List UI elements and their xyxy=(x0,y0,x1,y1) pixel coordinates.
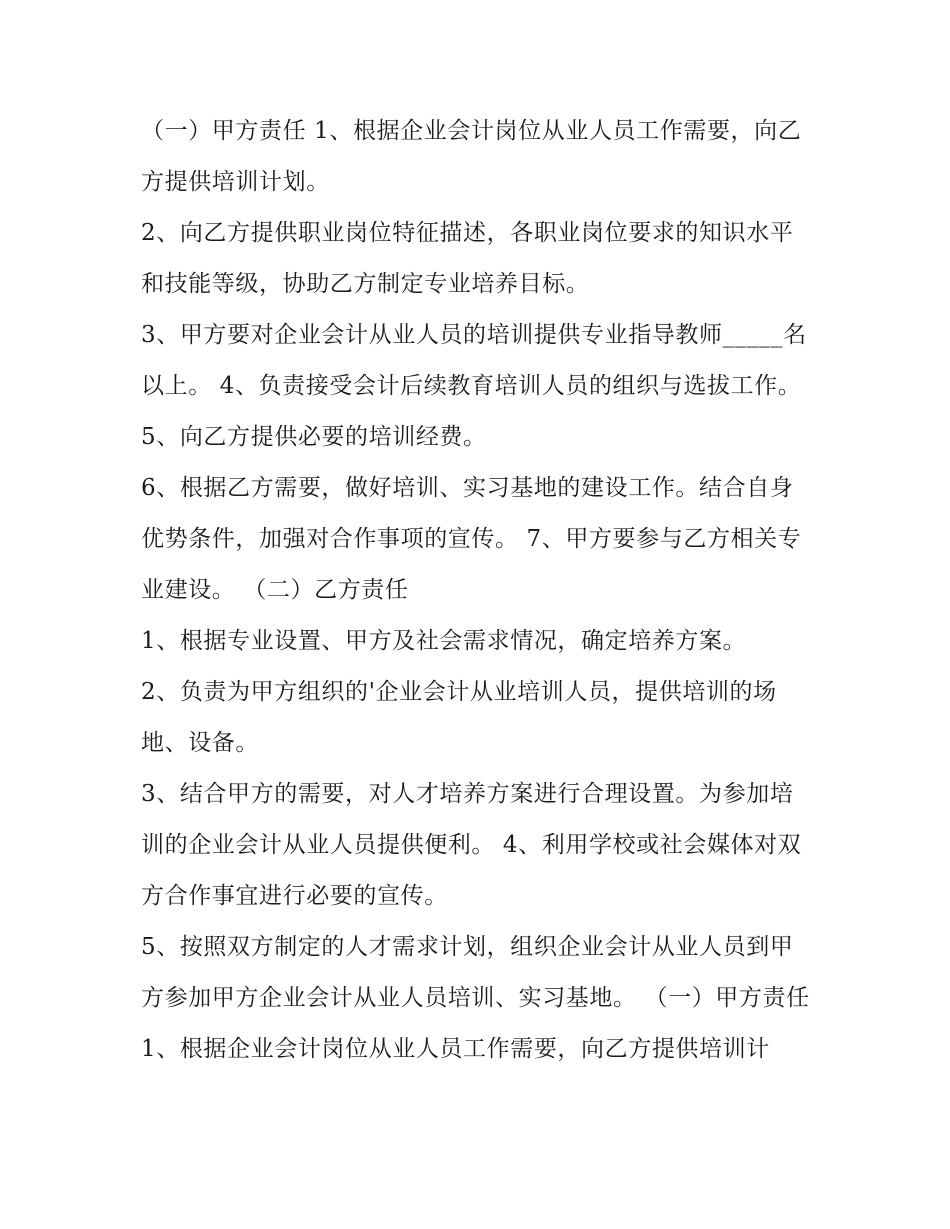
paragraph-8: 5、按照双方制定的人才需求计划，组织企业会计从业人员到甲方参加甲方企业会计从业人员培训、实习基地。 （一）甲方责任 xyxy=(141,934,810,1011)
paragraph-2: 2、向乙方提供职业岗位特征描述，各职业岗位要求的知识水平和技能等级，协助乙方制定专业培养目标。 xyxy=(141,220,794,297)
paragraph-1: （一）甲方责任 1、根据企业会计岗位从业人员工作需要，向乙方提供培训计划。 xyxy=(141,118,802,195)
paragraph-3: 3、甲方要对企业会计从业人员的培训提供专业指导教师_____名以上。 4、负责接受会计后续教育培训人员的组织与选拔工作。 5、向乙方提供必要的培训经费。 xyxy=(141,322,807,450)
document-body xyxy=(141,106,811,1075)
paragraph-5: 1、根据专业设置、甲方及社会需求情况，确定培养方案。 xyxy=(141,628,747,654)
paragraph-7: 3、结合甲方的需要，对人才培养方案进行合理设置。为参加培训的企业会计从业人员提供便利。 4、利用学校或社会媒体对双方合作事宜进行必要的宣传。 xyxy=(141,781,802,909)
paragraph-4: 6、根据乙方需要，做好培训、实习基地的建设工作。结合自身优势条件，加强对合作事项的宣传。 7、甲方要参与乙方相关专业建设。 （二）乙方责任 xyxy=(141,475,802,603)
paragraph-6: 2、负责为甲方组织的'企业会计从业培训人员，提供培训的场地、设备。 xyxy=(141,679,777,756)
paragraph-9: 1、根据企业会计岗位从业人员工作需要，向乙方提供培训计 xyxy=(141,1036,770,1062)
